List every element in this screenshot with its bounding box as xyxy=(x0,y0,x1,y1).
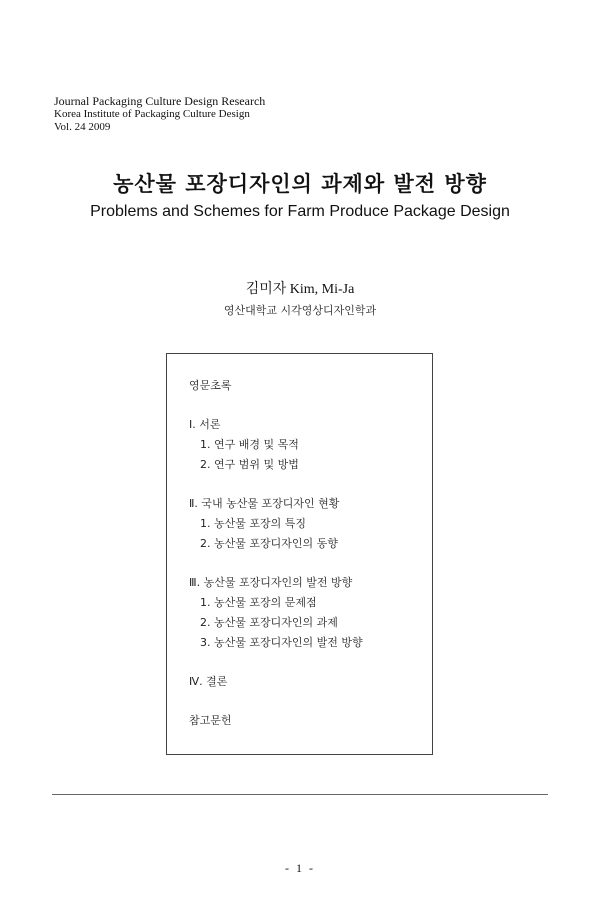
paper-title-english: Problems and Schemes for Farm Produce Package Design xyxy=(90,203,510,220)
toc-item: 2. 농산물 포장디자인의 과제 xyxy=(200,616,338,629)
journal-volume: Vol. 24 2009 xyxy=(54,121,111,133)
journal-info xyxy=(54,95,265,134)
toc-section-title: 참고문헌 xyxy=(189,714,232,727)
table-of-contents xyxy=(166,353,433,755)
toc-section xyxy=(189,573,363,653)
toc-section xyxy=(189,711,363,731)
author-affiliation: 영산대학교 시각영상디자인학과 xyxy=(223,304,377,317)
toc-section xyxy=(189,672,363,692)
toc-section-title: Ⅱ. 국내 농산물 포장디자인 현황 xyxy=(189,497,340,510)
toc-item: 2. 농산물 포장디자인의 동향 xyxy=(200,537,338,550)
footer-divider xyxy=(52,794,548,795)
toc-section-title: Ⅳ. 결론 xyxy=(189,675,228,688)
author-name: 김미자 Kim, Mi-Ja xyxy=(245,282,355,297)
toc-item: 2. 연구 범위 및 방법 xyxy=(200,458,299,471)
toc-item: 1. 연구 배경 및 목적 xyxy=(200,438,299,451)
toc-content xyxy=(189,376,363,750)
toc-item: 1. 농산물 포장의 문제점 xyxy=(200,596,317,609)
journal-publisher: Korea Institute of Packaging Culture Design xyxy=(54,108,250,120)
page-number: - 1 - xyxy=(285,861,315,875)
toc-section-title: Ⅰ. 서론 xyxy=(189,418,221,431)
toc-heading: 영문초록 xyxy=(189,379,232,392)
toc-item: 3. 농산물 포장디자인의 발전 방향 xyxy=(200,636,363,649)
journal-name: Journal Packaging Culture Design Research xyxy=(54,94,266,108)
toc-section xyxy=(189,415,363,475)
toc-section-title: Ⅲ. 농산물 포장디자인의 발전 방향 xyxy=(189,576,353,589)
toc-item: 1. 농산물 포장의 특징 xyxy=(200,517,306,530)
paper-title-korean: 농산물 포장디자인의 과제와 발전 방향 xyxy=(113,171,487,196)
toc-section xyxy=(189,494,363,554)
